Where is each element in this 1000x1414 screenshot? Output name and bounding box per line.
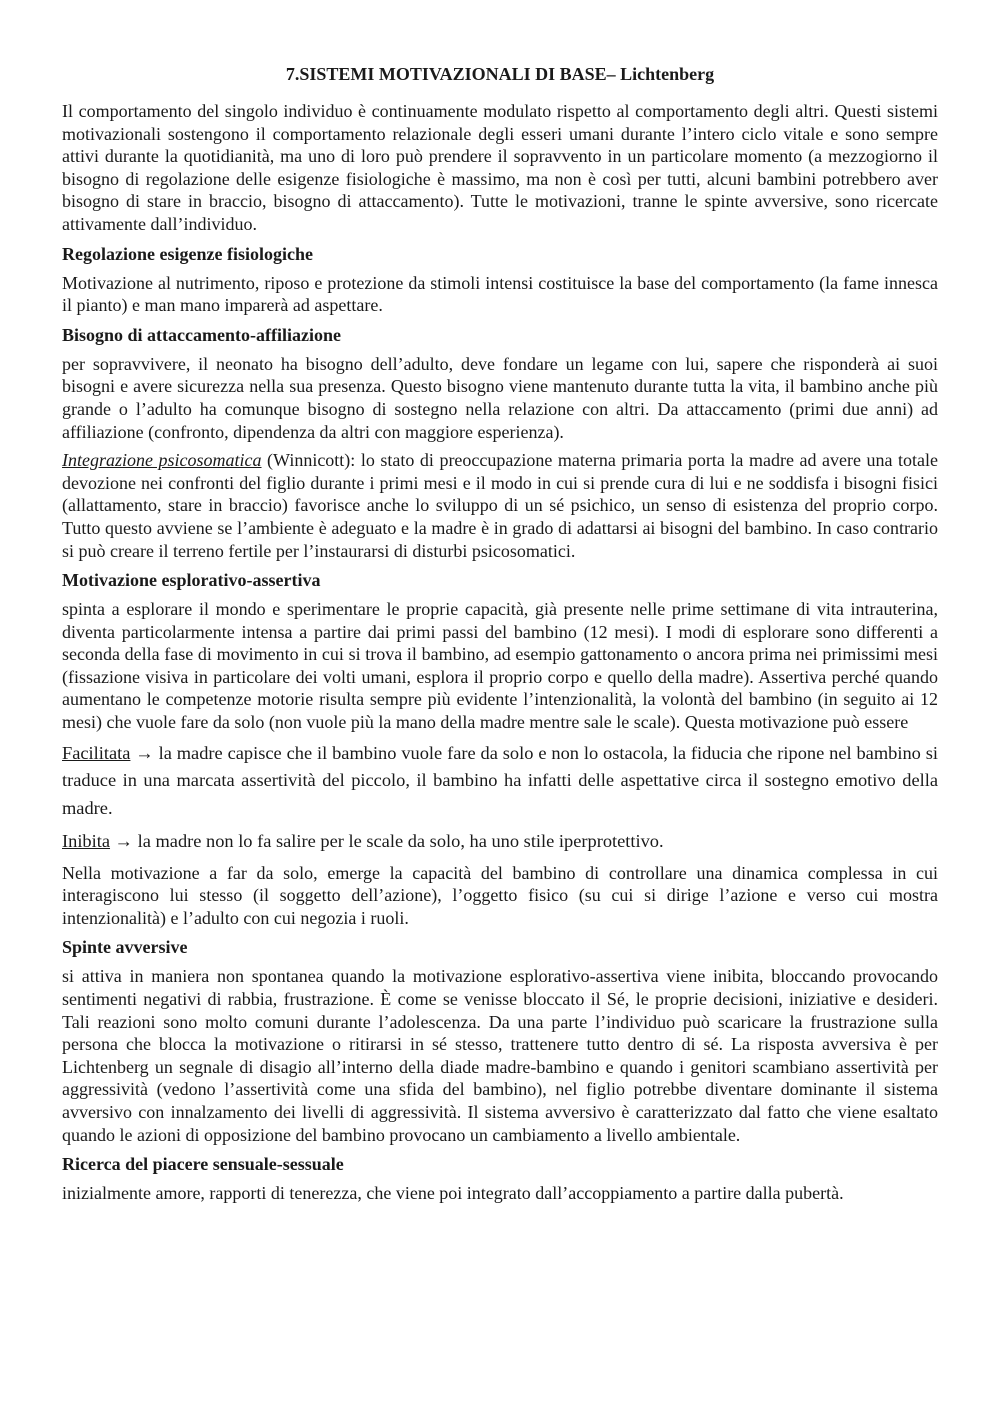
facilitata-paragraph [62, 740, 938, 823]
inibita-paragraph [62, 828, 938, 856]
section-text-regolazione: Motivazione al nutrimento, riposo e protezione da stimoli intensi costituisce la base del comportamento (la fame innesca il pianto) e man mano imparerà ad aspettare. [62, 272, 938, 316]
section-text-esplorativo: spinta a esplorare il mondo e sperimentare le proprie capacità, già presente nelle prime settimane di vita intrauterina, diventa particolarmente intensa a partire dai primi passi del bambino (12 mesi). I modi di esplorare sono differenti a seconda della fase di movimento in cui si trova il bambino, ad esempio gattonamento o ancora prima nei primissimi mesi (fissazione visiva in particolare dei volti umani, esplora il proprio corpo e quello della madre). Assertiva perché quando aumentano le competenze motorie risulta sempre più evidente l’intenzionalità, la volontà del bambino (in seguito ai 12 mesi) che vuole fare da solo (non vuole più la mano della madre mentre sale le scale). Questa motivazione può essere [62, 599, 938, 733]
integrazione-text: (Winnicott): lo stato di preoccupazione materna primaria porta la madre ad avere una totale devozione nei confronti del figlio durante i primi mesi e il modo in cui si prende cura di lui e ne soddisfa i bisogni fisici (allattamento, stare in braccio) favorisce anche lo sviluppo di un sé psichico, un senso di esistenza del proprio corpo. Tutto questo avviene se l’ambiente è adeguato e la madre è in grado di adattarsi ai bisogni del bambino. In caso contrario si può creare il terreno fertile per l’instaurarsi di disturbi psicosomatici. [62, 450, 938, 561]
section-heading-regolazione: Regolazione esigenze fisiologiche [62, 243, 313, 264]
far-da-solo-paragraph: Nella motivazione a far da solo, emerge la capacità del bambino di controllare una dinamica complessa in cui interagiscono lui stesso (il soggetto dell’azione), l’oggetto fisico (su cui si dirige l’azione e verso cui mostra intenzionalità) e l’adulto con cui negozia i ruoli. [62, 862, 938, 928]
facilitata-term: Facilitata [62, 742, 131, 763]
inibita-text: → la madre non lo fa salire per le scale da solo, ha uno stile iperprotettivo. [110, 831, 664, 852]
integrazione-term: Integrazione psicosomatica [62, 450, 262, 471]
section-heading-esplorativo: Motivazione esplorativo-assertiva [62, 570, 321, 591]
intro-paragraph: Il comportamento del singolo individuo è continuamente modulato rispetto al comportamento degli altri. Questi sistemi motivazionali sostengono il comportamento relazionale degli esseri umani durante l’intero ciclo vitale e sono sempre attivi durante la quotidianità, ma uno di loro può prendere il sopravvento in un particolare momento (a mezzogiorno il bisogno di regolazione delle esigenze fisiologiche è massimo, ma non è così per tutti, alcuni bambini potrebbero aver bisogno di stare in braccio, bisogno di attaccamento). Tutte le motivazioni, tranne le spinte avversive, sono ricercate attivamente dall’individuo. [62, 101, 938, 234]
section-heading-avversive: Spinte avversive [62, 937, 188, 958]
inibita-term: Inibita [62, 831, 111, 852]
integrazione-paragraph [62, 449, 938, 562]
section-text-piacere: inizialmente amore, rapporti di tenerezza, che viene poi integrato dall’accoppiamento a partire dalla pubertà. [62, 1183, 844, 1204]
section-heading-attaccamento: Bisogno di attaccamento-affiliazione [62, 324, 341, 345]
section-text-avversive: si attiva in maniera non spontanea quando la motivazione esplorativo-assertiva viene inibita, bloccando provocando sentimenti negativi di rabbia, frustrazione. È come se venisse bloccato il Sé, le proprie decisioni, iniziative e desideri. Tali reazioni sono molto comuni durante l’adolescenza. Da una parte l’individuo può scaricare la frustrazione sulla persona che blocca la motivazione o ritirarsi in sé stesso, trattenere tutto dentro di sé. La risposta avversiva è per Lichtenberg un segnale di disagio all’interno della diade madre-bambino e quando i genitori scambiano assertività per aggressività (vedono l’assertività come una sfida del bambino), nel figlio potrebbe diventare dominante il sistema avversivo con innalzamento dei livelli di aggressività. Il sistema avversivo è caratterizzato dal fatto che viene esaltato quando le azioni di opposizione del bambino provocano un cambiamento a livello ambientale. [62, 966, 938, 1145]
page-title: 7.SISTEMI MOTIVAZIONALI DI BASE– Lichtenberg [285, 64, 715, 84]
section-heading-piacere: Ricerca del piacere sensuale-sessuale [62, 1154, 344, 1175]
section-text-attaccamento: per sopravvivere, il neonato ha bisogno dell’adulto, deve fondare un legame con lui, sapere che risponderà ai suoi bisogni e avere sicurezza nella sua presenza. Questo bisogno viene mantenuto durante tutta la vita, il bambino anche più grande o l’adulto ha comunque bisogno di sostegno nella relazione con altri. Da attaccamento (primi due anni) ad affiliazione (confronto, dipendenza da altri con maggiore esperienza). [62, 353, 938, 442]
facilitata-text: → la madre capisce che il bambino vuole fare da solo e non lo ostacola, la fiducia che ripone nel bambino si traduce in una marcata assertività del piccolo, il bambino ha infatti delle aspettative circa il sostegno emotivo della madre. [62, 742, 938, 818]
